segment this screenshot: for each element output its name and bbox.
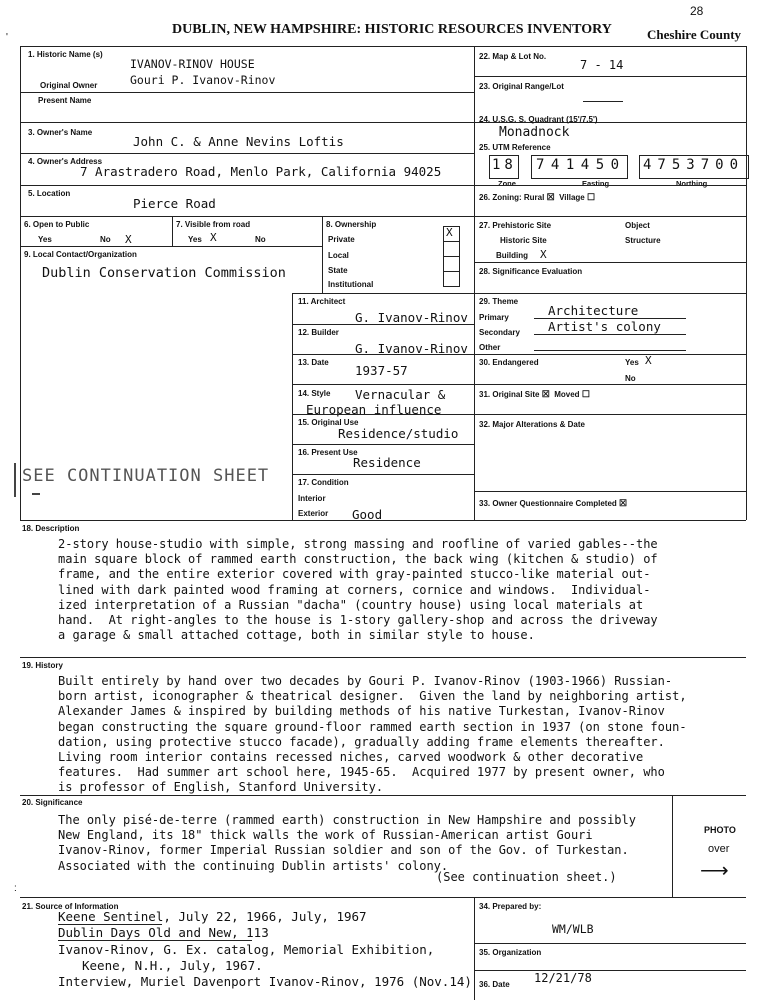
rule (292, 293, 293, 520)
f4-label: 4. Owner's Address (28, 157, 103, 166)
building-mark: X (540, 248, 547, 261)
rule (58, 940, 252, 941)
page-number: 28 (690, 4, 704, 18)
rule (746, 46, 747, 520)
structure: Structure (625, 236, 661, 245)
rule (534, 334, 686, 335)
f33-row (479, 498, 627, 509)
village-box: ☐ (587, 192, 596, 202)
corner-mark: ' (6, 32, 8, 43)
rule (20, 657, 746, 658)
photo-over: over (708, 843, 730, 855)
endangered-yes: Yes (625, 358, 639, 367)
utm-zone: 18 (492, 157, 517, 173)
f9-label: 9. Local Contact/Organization (24, 250, 137, 259)
f35-label: 35. Organization (479, 948, 542, 957)
rule (474, 354, 746, 355)
building: Building (496, 251, 528, 260)
northing-label: Northing (676, 179, 708, 188)
rule (474, 46, 475, 520)
f8-label: 8. Ownership (326, 220, 377, 229)
rule (292, 474, 474, 475)
easting-label: Easting (582, 179, 610, 188)
rule (474, 76, 746, 77)
local: Local (328, 251, 349, 260)
rule (292, 414, 474, 415)
moved-label: Moved (554, 390, 580, 399)
rule (583, 101, 623, 102)
f12-label: 12. Builder (298, 328, 339, 337)
history-text: Built entirely by hand over two decades by Gouri P. Ivanov-Rinov (1903-1966) Russian- born artist, iconographer & theatrical designer. Given the land by neighboring artist, Alexander James & inspired by building methods of his native Turkestan, Ivanov-Rinov began constructing the square ground-floor rammed earth section in 1937 (on stone foun- dation, using protective stucco facade), gradually adding frame elements thereafter. Living room interior contains recessed niches, carved woodwork & other decorative features. Had summer art school here, 1945-65. Acquired 1977 by present owner, who is professor of English, Stanford University. (58, 674, 687, 795)
county: Cheshire County (647, 27, 742, 42)
other-label: Other (479, 343, 501, 352)
present-label: Present Name (38, 96, 92, 105)
rule (474, 970, 746, 971)
questionnaire-check: ☒ (619, 498, 628, 508)
local-contact: Dublin Conservation Commission (42, 265, 286, 281)
map-lot: 7 - 14 (580, 58, 624, 72)
rule (474, 943, 746, 944)
rule (172, 216, 173, 246)
rule (292, 293, 746, 294)
village-label: Village (559, 193, 585, 202)
see-continuation: (See continuation sheet.) (436, 870, 617, 884)
rural-check: ☒ (546, 192, 555, 202)
f25-label: 25. UTM Reference (479, 143, 551, 152)
rule (474, 897, 475, 1000)
f15-label: 15. Original Use (298, 418, 359, 427)
f6-label: 6. Open to Public (24, 220, 90, 229)
side-mark: : (14, 883, 17, 894)
f7-label: 7. Visible from road (176, 220, 251, 229)
rule (20, 46, 21, 520)
rule (20, 92, 474, 93)
location: Pierce Road (133, 196, 216, 211)
prepared-by: WM/WLB (552, 922, 594, 936)
state: State (328, 266, 348, 275)
f24-label: 24. U.S.G. S. Quadrant (15'/7.5') (479, 115, 598, 124)
zone-label: Zone (498, 179, 516, 188)
source-1: Keene Sentinel, July 22, 1966, July, 1967 (58, 909, 367, 924)
rule (292, 354, 474, 355)
moved-box: ☐ (581, 389, 590, 399)
theme-secondary: Artist's colony (548, 319, 661, 334)
f6-yes: Yes (38, 235, 52, 244)
rule (534, 350, 686, 351)
f33-label: 33. Owner Questionnaire Completed (479, 499, 617, 508)
f17-label: 17. Condition (298, 478, 349, 487)
endangered-no: No (625, 374, 636, 383)
form-title: DUBLIN, NEW HAMPSHIRE: HISTORIC RESOURCES INVENTORY (172, 22, 612, 37)
historic-site: Historic Site (500, 236, 547, 245)
significance-text: The only pisé-de-terre (rammed earth) construction in New Hampshire and possibly New England, its 18" thick walls the work of Russian-American artist Gouri Ivanov-Rinov, former Imperial Russian soldier and son of the Gov. of Turkestan. Associated with the continuing Dublin artists' colony. (58, 813, 636, 873)
style-1: Vernacular & (355, 387, 446, 402)
f6-mark: X (125, 233, 132, 246)
ownership-mark: X (446, 226, 453, 239)
stamp-bracket (14, 463, 19, 497)
f22-label: 22. Map & Lot No. (479, 52, 547, 61)
private: Private (328, 235, 355, 244)
rule (20, 897, 746, 898)
f26-row (479, 192, 595, 203)
owners-name: John C. & Anne Nevins Loftis (133, 134, 344, 149)
f3-label: 3. Owner's Name (28, 128, 93, 137)
f36-label: 36. Date (479, 980, 510, 989)
quadrant: Monadnock (499, 125, 570, 140)
architect: G. Ivanov-Rinov (355, 310, 468, 325)
rule (20, 46, 746, 47)
photo-label: PHOTO (704, 825, 736, 835)
rule (20, 520, 746, 521)
historic-name: IVANOV-RINOV HOUSE (130, 57, 255, 71)
rule (474, 414, 746, 415)
source-2: Dublin Days Old and New, 113 (58, 925, 269, 940)
date-built: 1937-57 (355, 363, 408, 378)
rule (20, 122, 746, 123)
description-text: 2-story house-studio with simple, strong massing and roofline of varied gables--the main square block of rammed earth construction, the back wing (kitchen & studio) of frame, and the entire exterior covered with gray-painted stucco-like material out- lined with dark painted wood framing at corners, cornice and windows. Individual- ized interpretation of a Russian "dacha" (country house) using local materials at hand. At right-angles to the house is 1-story gallery-shop and across the driveway a garage & small attached cottage, both in similar style to house. (58, 537, 658, 643)
source-4: Keene, N.H., July, 1967. (82, 958, 263, 973)
f30-label: 30. Endangered (479, 358, 539, 367)
ownership-box-inst (443, 271, 460, 287)
f6-no: No (100, 235, 111, 244)
institutional: Institutional (328, 280, 374, 289)
f16-label: 16. Present Use (298, 448, 358, 457)
original-owner: Gouri P. Ivanov-Rinov (130, 73, 276, 87)
f7-yes: Yes (188, 235, 202, 244)
theme-primary: Architecture (548, 303, 639, 318)
f1-label: 1. Historic Name (s) (28, 50, 103, 59)
condition: Good (352, 507, 383, 522)
f21-label: 21. Source of Information (22, 902, 119, 911)
f13-label: 13. Date (298, 358, 329, 367)
ownership-box-state (443, 256, 460, 272)
prepared-date: 12/21/78 (534, 971, 592, 985)
secondary-label: Secondary (479, 328, 520, 337)
owners-address: 7 Arastradero Road, Menlo Park, California 94025 (80, 164, 442, 179)
rule (672, 795, 673, 897)
rule (292, 384, 474, 385)
f26-label: 26. Zoning: Rural (479, 193, 545, 202)
ownership-box-local (443, 241, 460, 257)
f14-label: 14. Style (298, 389, 331, 398)
primary-label: Primary (479, 313, 509, 322)
arrow-right-icon: ⟶ (700, 860, 729, 882)
original-site-check: ☒ (541, 389, 550, 399)
utm-easting: 741450 (536, 157, 626, 173)
rule (20, 246, 322, 247)
rule (20, 153, 474, 154)
rule (292, 324, 474, 325)
style-2: European influence (306, 402, 442, 417)
rule (322, 216, 323, 294)
f7-mark: X (210, 231, 217, 244)
rule (20, 185, 746, 186)
f5-label: 5. Location (28, 189, 71, 198)
f23-label: 23. Original Range/Lot (479, 82, 564, 91)
interior-label: Interior (298, 494, 326, 503)
f18-label: 18. Description (22, 524, 80, 533)
f31-row (479, 389, 590, 400)
present-use: Residence (353, 455, 421, 470)
owner-label: Original Owner (40, 81, 98, 90)
f29-label: 29. Theme (479, 297, 519, 306)
f27-label: 27. Prehistoric Site (479, 221, 552, 230)
rule (474, 384, 746, 385)
rule (20, 795, 746, 796)
source-3: Ivanov-Rinov, G. Ex. catalog, Memorial Exhibition, (58, 942, 435, 957)
f7-no: No (255, 235, 266, 244)
rule (20, 216, 746, 217)
source-5: Interview, Muriel Davenport Ivanov-Rinov, 1976 (Nov.14) (58, 974, 472, 989)
rule (474, 491, 746, 492)
endangered-mark: X (645, 354, 652, 367)
rule (292, 444, 474, 445)
f19-label: 19. History (22, 661, 63, 670)
see-continuation-stamp: SEE CONTINUATION SHEET (22, 466, 270, 486)
stamp-tick (32, 493, 40, 495)
rule (474, 262, 746, 263)
object: Object (625, 221, 650, 230)
f11-label: 11. Architect (298, 297, 346, 306)
f28-label: 28. Significance Evaluation (479, 267, 583, 276)
utm-northing: 4753700 (643, 157, 745, 173)
f20-label: 20. Significance (22, 798, 83, 807)
f34-label: 34. Prepared by: (479, 902, 542, 911)
f31-label: 31. Original Site (479, 390, 540, 399)
original-use: Residence/studio (338, 426, 459, 441)
exterior-label: Exterior (298, 509, 329, 518)
f32-label: 32. Major Alterations & Date (479, 420, 585, 429)
builder: G. Ivanov-Rinov (355, 341, 468, 356)
